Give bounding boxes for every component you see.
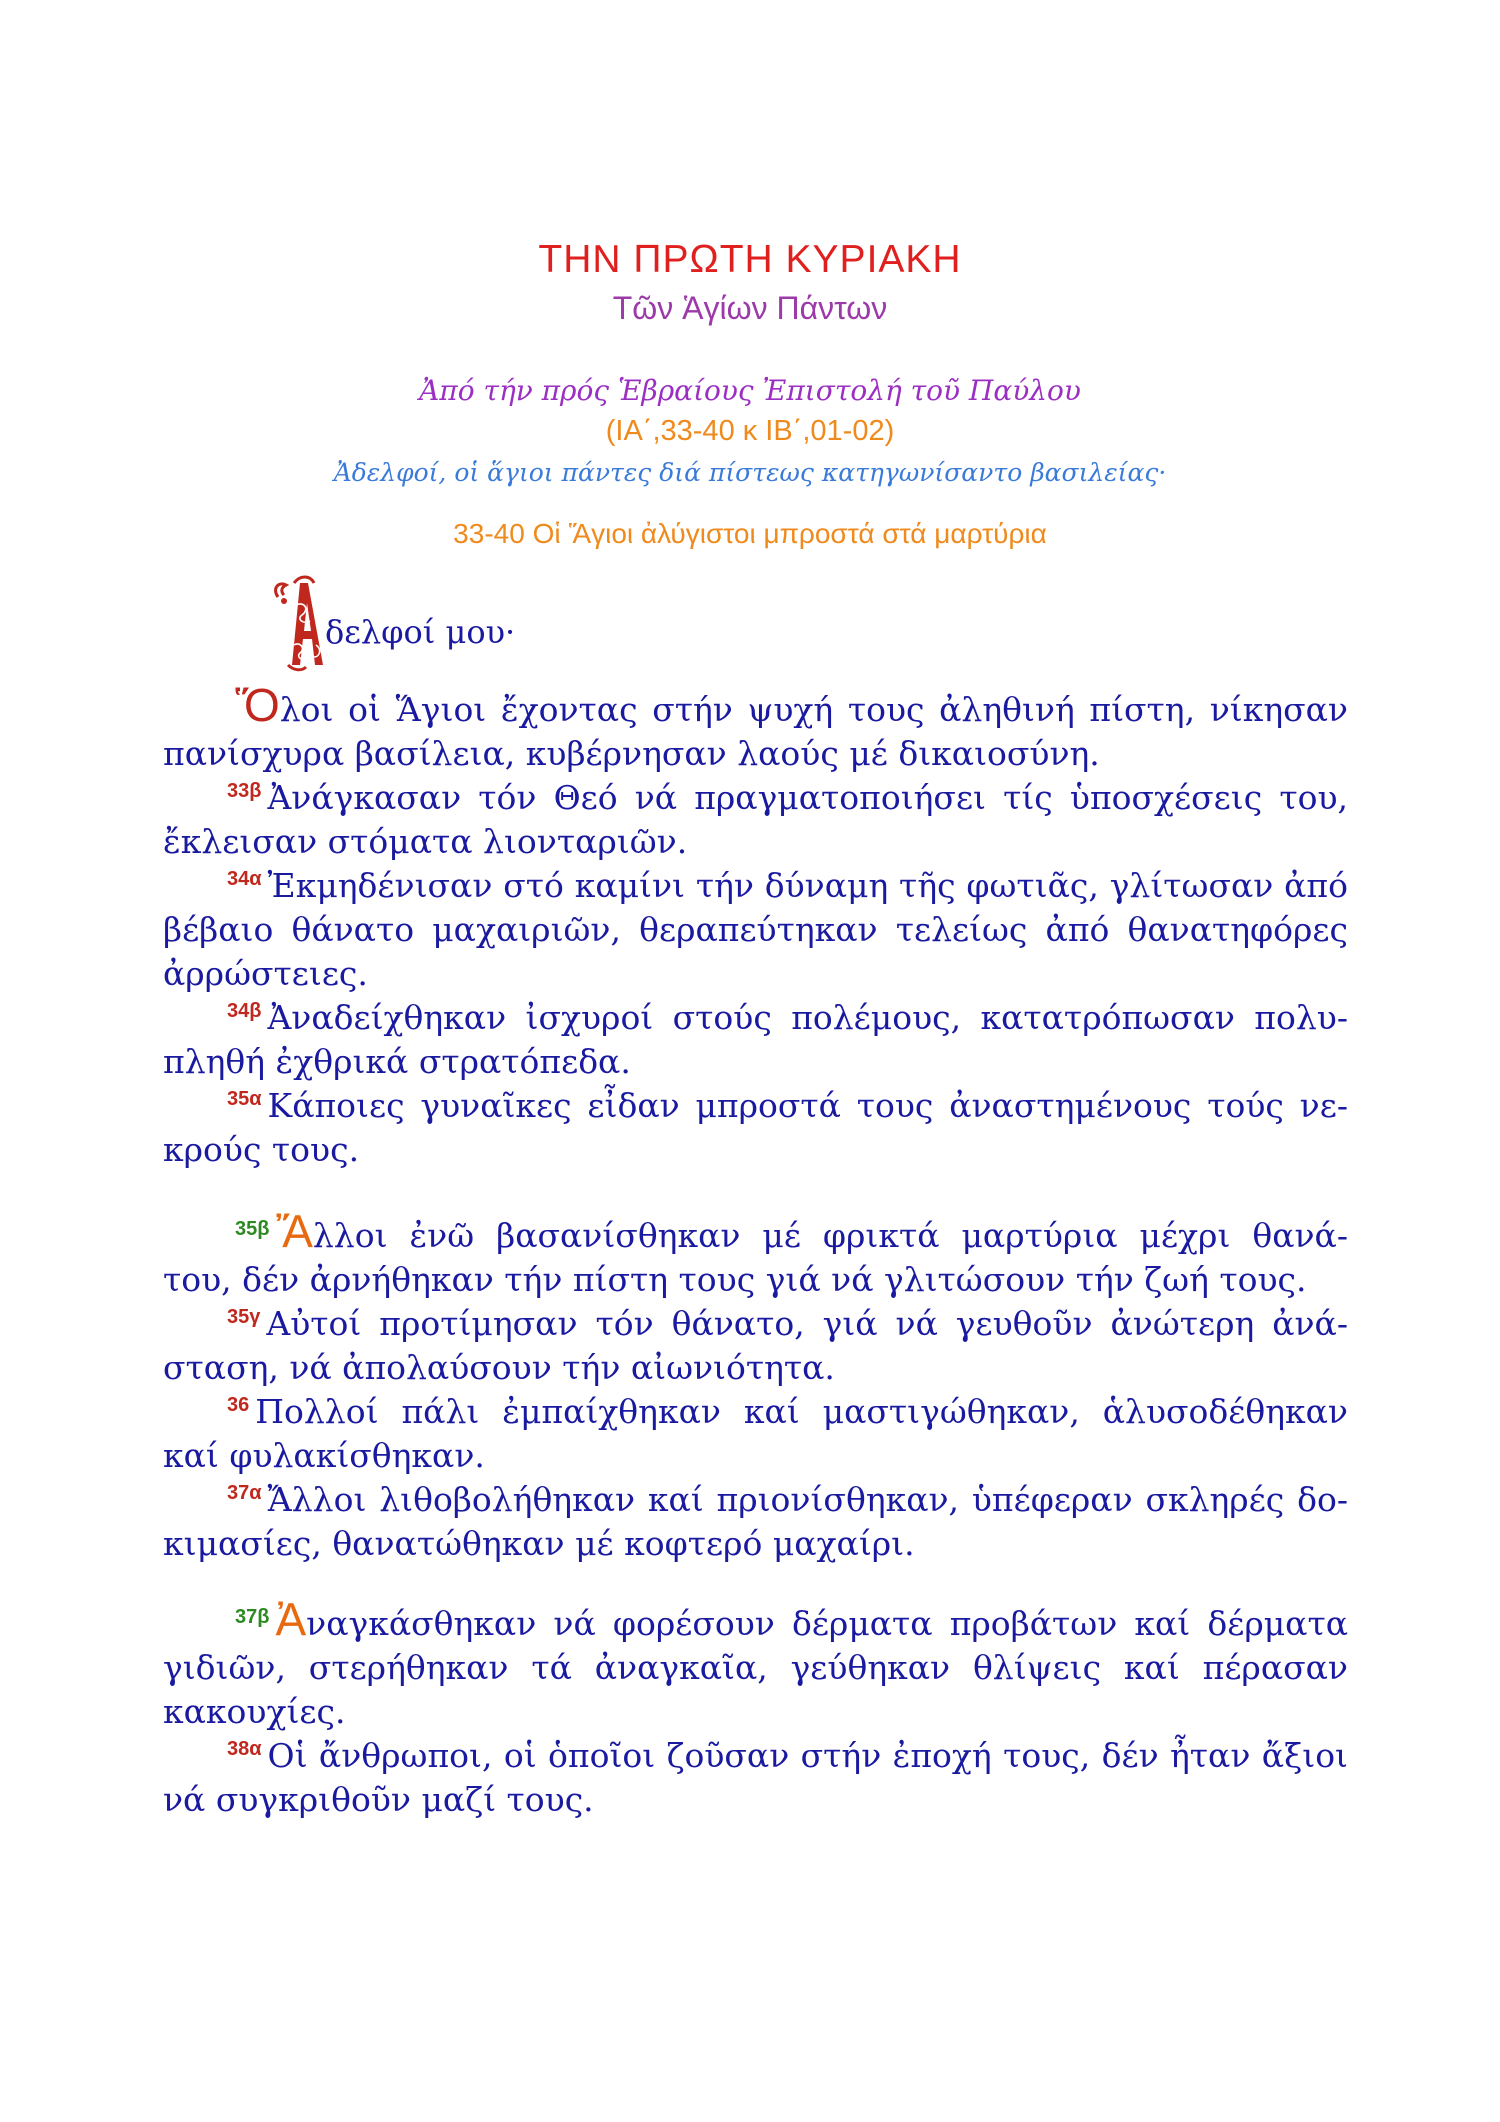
- verse-line: $^{35\gamma}$ Αὐτοί προτίμησαν τόν θάνατο, γιά νά γευθοῦν ἀνώτερη ἀνά-: [227, 1304, 1348, 1343]
- verse-number: 33β: [227, 780, 262, 802]
- verse-initial: Ὅ: [235, 679, 280, 731]
- verse-number: 38α: [227, 1738, 262, 1760]
- reading-incipit: Ἀδελφοί, οἱ ἅγιοι πάντες διά πίστεως κατηγωνίσαντο βασιλείας·: [333, 458, 1167, 487]
- page-title: ΤΗΝ ΠΡΩΤΗ ΚΥΡΙΑΚΗ: [538, 238, 962, 281]
- verse-line: σταση, νά ἀπολαύσουν τήν αἰωνιότητα.: [163, 1348, 835, 1387]
- verse-line: κιμασίες, θανατώθηκαν μέ κοφτερό μαχαίρι.: [163, 1524, 915, 1563]
- verse-line: καί φυλακίσθηκαν.: [163, 1436, 485, 1475]
- verse-paragraph: [163, 1593, 1348, 1822]
- verse-line: $^{34\beta}$ Ἀναδείχθηκαν ἰσχυροί στούς πολέμους, κατατρόπωσαν πολυ-: [227, 998, 1348, 1037]
- verse-line: $^{38\alpha}$ Οἱ ἄνθρωποι, οἱ ὁποῖοι ζοῦσαν στήν ἐποχή τους, δέν ἦταν ἄξιοι: [227, 1736, 1348, 1775]
- verse-number: 37β: [235, 1606, 270, 1628]
- verse-line: πληθή ἐχθρικά στρατόπεδα.: [163, 1042, 631, 1081]
- verse-line: $^{34\alpha}$ Ἐκμηδένισαν στό καμίνι τήν δύναμη τῆς φωτιᾶς, γλίτωσαν ἀπό: [227, 866, 1348, 905]
- verse-line: $^{35\alpha}$ Κάποιες γυναῖκες εἶδαν μπροστά τους ἀναστημένους τούς νε-: [227, 1086, 1348, 1125]
- ornamental-drop-cap: [270, 575, 330, 675]
- verse-line: $^{35\beta}$ Ἄλλοι ἐνῶ βασανίσθηκαν μέ φρικτά μαρτύρια μέχρι θανά-: [235, 1205, 1348, 1257]
- verse-line: $^{37\beta}$ Ἀναγκάσθηκαν νά φορέσουν δέρματα προβάτων καί δέρματα: [235, 1593, 1348, 1645]
- verse-number: 34α: [227, 868, 262, 890]
- verse-line: ἔκλεισαν στόματα λιονταριῶν.: [163, 822, 688, 861]
- verse-paragraph: [163, 679, 1348, 1172]
- verse-line: $^{33\beta}$ Ἀνάγκασαν τόν Θεό νά πραγματοποιήσει τίς ὑποσχέσεις του,: [227, 778, 1348, 817]
- verse-initial: Ἀ: [275, 1593, 307, 1645]
- verse-line: κρούς τους.: [163, 1130, 360, 1169]
- verse-initial: Ἄ: [275, 1205, 313, 1257]
- greeting-text: δελφοί μου·: [325, 613, 516, 651]
- section-heading: 33-40 Οἱ Ἅγιοι ἀλύγιστοι μπροστά στά μαρτύρια: [453, 518, 1047, 549]
- verse-line: βέβαιο θάνατο μαχαιριῶν, θεραπεύτηκαν τελείως ἀπό θανατηφόρες: [163, 910, 1348, 949]
- verse-line: γιδιῶν, στερήθηκαν τά ἀναγκαῖα, γεύθηκαν θλίψεις καί πέρασαν: [163, 1648, 1348, 1687]
- verse-line: Ὅλοι οἱ Ἅγιοι ἔχοντας στήν ψυχή τους ἀληθινή πίστη, νίκησαν: [235, 679, 1348, 731]
- verse-number: 35α: [227, 1088, 262, 1110]
- verse-number: 34β: [227, 1000, 262, 1022]
- verse-line: ἀρρώστειες.: [163, 954, 368, 993]
- verse-line: $^{37\alpha}$ Ἄλλοι λιθοβολήθηκαν καί πριονίσθηκαν, ὑπέφεραν σκληρές δο-: [227, 1480, 1348, 1519]
- verse-line: κακουχίες.: [163, 1692, 346, 1731]
- verse-number: 36: [227, 1394, 250, 1416]
- verse-paragraph: [163, 1205, 1348, 1566]
- verse-line: του, δέν ἀρνήθηκαν τήν πίστη τους γιά νά γλιτώσουν τήν ζωή τους.: [163, 1260, 1307, 1299]
- verse-number: 35γ: [227, 1306, 261, 1328]
- verse-number: 35β: [235, 1218, 270, 1240]
- verse-line: πανίσχυρα βασίλεια, κυβέρνησαν λαούς μέ δικαιοσύνη.: [163, 734, 1100, 773]
- reading-reference: (ΙΑ΄,33-40 κ ΙΒ΄,01-02): [605, 415, 895, 447]
- page-subtitle: Τῶν Ἁγίων Πάντων: [612, 290, 888, 326]
- verse-line: νά συγκριθοῦν μαζί τους.: [163, 1780, 594, 1819]
- reading-source: Ἀπό τήν πρός Ἑβραίους Ἐπιστολή τοῦ Παύλου: [419, 374, 1081, 407]
- verse-line: $^{36}$ Πολλοί πάλι ἐμπαίχθηκαν καί μαστιγώθηκαν, ἁλυσοδέθηκαν: [227, 1392, 1348, 1431]
- verse-number: 37α: [227, 1482, 262, 1504]
